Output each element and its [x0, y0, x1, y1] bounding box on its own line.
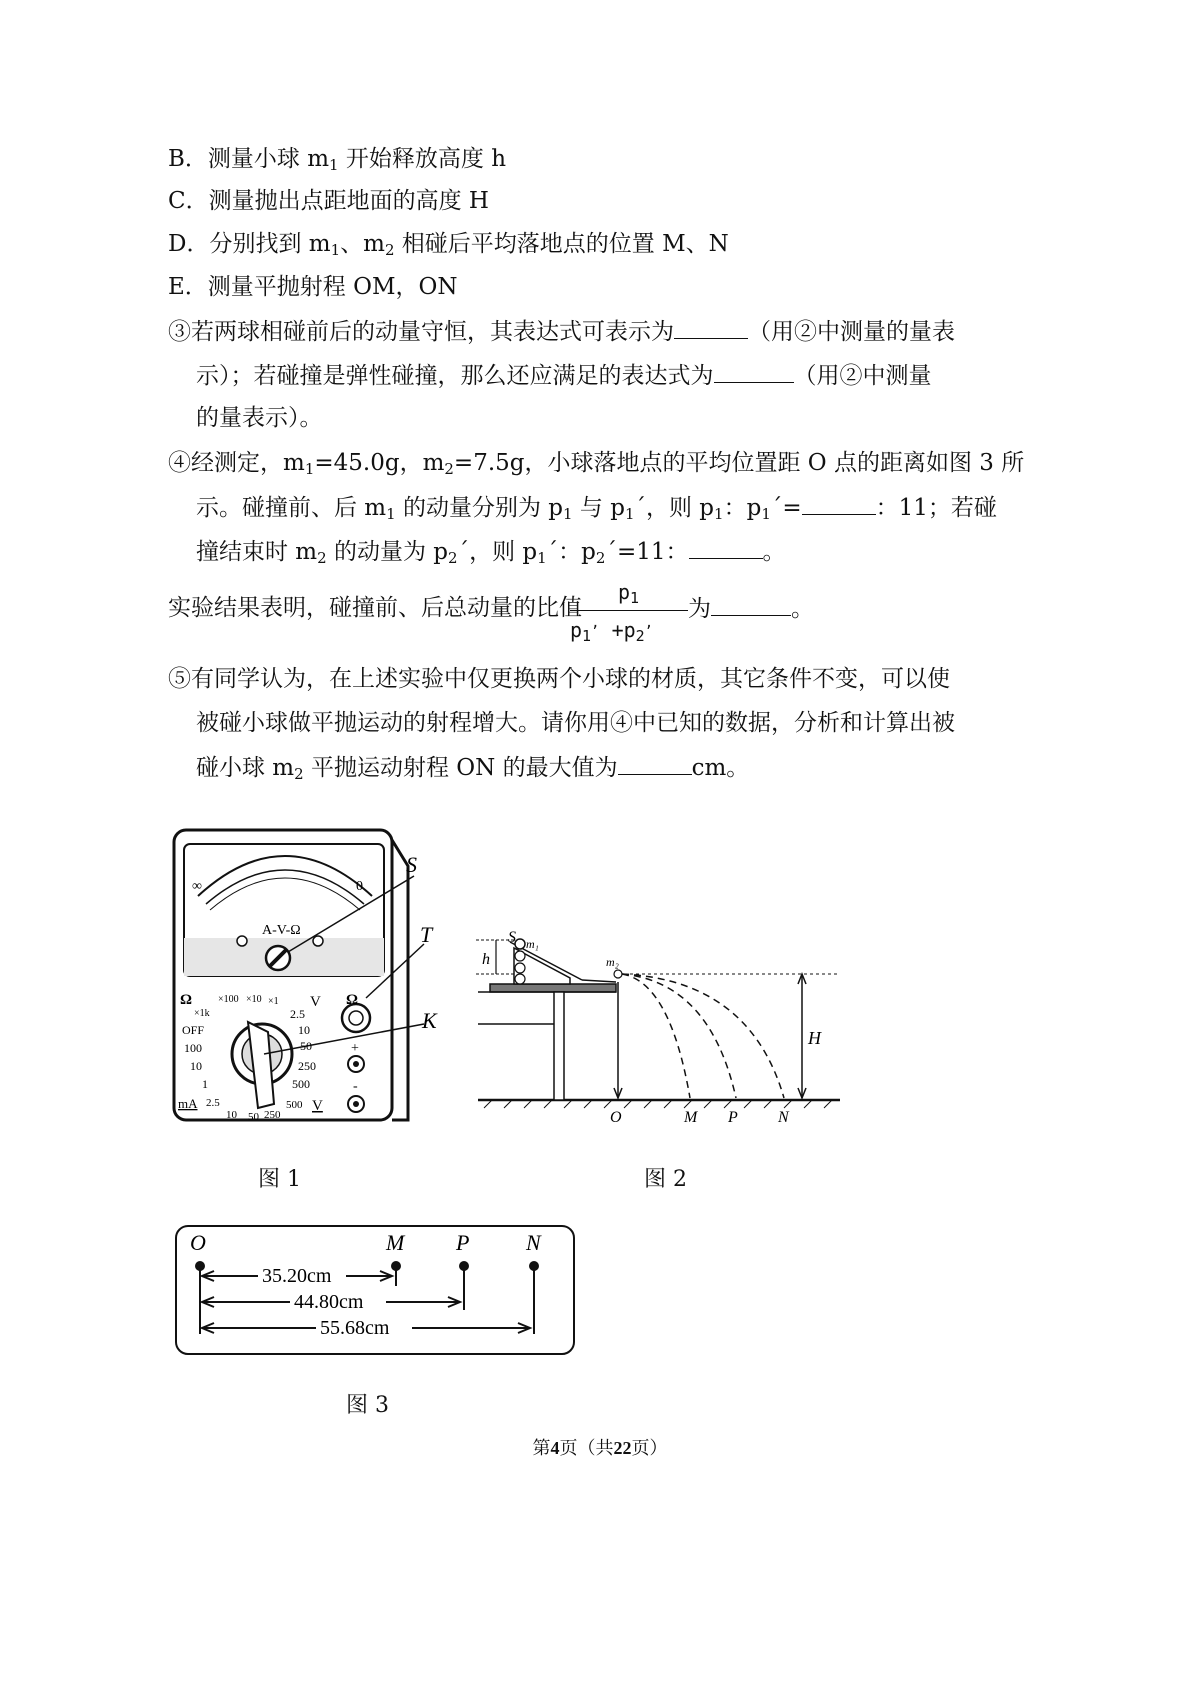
- ball-m1: [515, 939, 525, 949]
- question-4-line-2: 示。碰撞前、后 $m_1$ 的动量分别为 $p_1$ 与 $p_1´$，则 $p_1$：$p_1´=$ ：11；若碰: [196, 492, 997, 529]
- figure-1-caption: 图 1: [258, 1167, 301, 1192]
- answer-blank: [714, 360, 794, 383]
- question-5-line-2: 被碰小球做平抛运动的射程增大。请你用④中已知的数据，分析和计算出被: [196, 710, 955, 736]
- distance-op: 44.80cm: [294, 1291, 364, 1313]
- trajectory-p: [622, 974, 736, 1098]
- svg-text:V: V: [310, 994, 321, 1010]
- svg-text:m₁: m₁: [526, 937, 539, 951]
- fraction-numerator: $p_1$: [618, 580, 640, 607]
- svg-text:M: M: [684, 1109, 698, 1126]
- svg-text:S: S: [508, 929, 516, 946]
- answer-blank: [802, 492, 876, 515]
- answer-blank: [674, 316, 748, 339]
- label-t: T: [420, 922, 433, 947]
- question-5-line-1: ⑤有同学认为，在上述实验中仅更换两个小球的材质，其它条件不变，可以使: [168, 666, 950, 692]
- svg-text:10: 10: [298, 1023, 310, 1037]
- total-pages: 22: [613, 1438, 632, 1458]
- dial-zero-mark: 0: [356, 879, 363, 894]
- svg-text:500: 500: [292, 1077, 310, 1091]
- svg-text:-: -: [353, 1079, 358, 1094]
- question-3-line-2: 示）；若碰撞是弹性碰撞，那么还应满足的表达式为 （用②中测量: [196, 360, 932, 391]
- svg-text:N: N: [778, 1109, 789, 1126]
- trajectory-n: [622, 974, 784, 1098]
- dial-label: A-V-Ω: [262, 923, 301, 938]
- question-4-line-1: ④经测定，$m_1=45.0g$，$m_2=7.5g$，小球落地点的平均位置距 O 点的距离如图 3 所: [168, 450, 1025, 478]
- svg-text:50: 50: [300, 1039, 312, 1053]
- svg-text:250: 250: [264, 1109, 281, 1121]
- dial-inf-mark: ∞: [192, 879, 202, 894]
- label-s: S: [406, 852, 417, 877]
- distance-om: 35.20cm: [262, 1265, 332, 1287]
- figure-3-caption: 图 3: [346, 1393, 389, 1418]
- svg-text:OFF: OFF: [182, 1023, 205, 1037]
- table-top: [490, 984, 616, 992]
- svg-text:mA: mA: [178, 1096, 198, 1111]
- svg-text:H: H: [808, 1028, 821, 1048]
- question-3-line-1: ③若两球相碰前后的动量守恒，其表达式可表示为 （用②中测量的量表: [168, 316, 955, 347]
- fraction-bar: [570, 610, 688, 611]
- svg-text:×1: ×1: [268, 996, 279, 1007]
- answer-blank: [711, 593, 791, 616]
- option-c: C．测量抛出点距地面的高度 H: [168, 188, 489, 214]
- distance-on: 55.68cm: [320, 1317, 390, 1339]
- svg-text:500: 500: [286, 1099, 303, 1111]
- svg-text:×100: ×100: [218, 994, 239, 1005]
- option-b: B．测量小球 $m_1$ 开始释放高度 h: [168, 146, 507, 174]
- option-e: E．测量平抛射程 OM，ON: [168, 274, 458, 300]
- label-k: K: [422, 1008, 437, 1033]
- table-leg: [554, 992, 564, 1100]
- svg-text:10: 10: [226, 1109, 237, 1121]
- svg-text:10: 10: [190, 1059, 202, 1073]
- page-footer: 第4页（共22页）: [532, 1438, 668, 1459]
- figure-3-distances: [172, 1222, 582, 1362]
- question-3-line-3: 的量表示）。: [196, 405, 323, 431]
- svg-text:O: O: [190, 1230, 206, 1255]
- fraction-denominator: $p_1^, +p_2^,$: [570, 615, 654, 645]
- svg-text:M: M: [386, 1230, 405, 1255]
- option-d: D．分别找到 $m_1$、$m_2$ 相碰后平均落地点的位置 M、N: [168, 231, 729, 259]
- trajectory-m: [622, 974, 690, 1098]
- svg-text:1: 1: [202, 1077, 208, 1091]
- svg-text:×1k: ×1k: [194, 1008, 210, 1019]
- svg-text:2.5: 2.5: [290, 1007, 305, 1021]
- result-line: 实验结果表明，碰撞前、后总动量的比值: [168, 595, 582, 621]
- svg-text:N: N: [526, 1230, 541, 1255]
- svg-text:250: 250: [298, 1059, 316, 1073]
- svg-text:+: +: [351, 1041, 359, 1056]
- svg-text:O: O: [610, 1109, 622, 1126]
- ball-m2: [614, 970, 622, 978]
- figure-2-caption: 图 2: [644, 1167, 687, 1192]
- page-number: 4: [550, 1438, 560, 1458]
- svg-text:100: 100: [184, 1041, 202, 1055]
- svg-text:Ω: Ω: [180, 992, 193, 1008]
- svg-text:h: h: [482, 951, 490, 968]
- question-5-line-3: 碰小球 $m_2$ 平抛运动射程 ON 的最大值为 cm。: [196, 752, 749, 789]
- ratio-fraction: [570, 580, 688, 650]
- svg-text:2.5: 2.5: [206, 1097, 220, 1109]
- question-4-line-3: 撞结束时 $m_2$ 的动量为 $p_2´$，则 $p_1´$：$p_2´=11$： 。: [196, 536, 786, 573]
- figure-1-multimeter: [170, 826, 437, 1126]
- result-line-end: 为 。: [688, 593, 814, 624]
- svg-text:m₂: m₂: [606, 955, 619, 969]
- svg-text:P: P: [456, 1230, 470, 1255]
- svg-text:50: 50: [248, 1111, 259, 1123]
- svg-text:P: P: [728, 1109, 738, 1126]
- svg-text:Ω: Ω: [346, 992, 359, 1008]
- figure-2-apparatus: [470, 912, 850, 1124]
- answer-blank: [618, 752, 692, 775]
- answer-blank: [689, 536, 763, 559]
- svg-text:×10: ×10: [246, 994, 262, 1005]
- svg-text:V: V: [312, 1098, 323, 1114]
